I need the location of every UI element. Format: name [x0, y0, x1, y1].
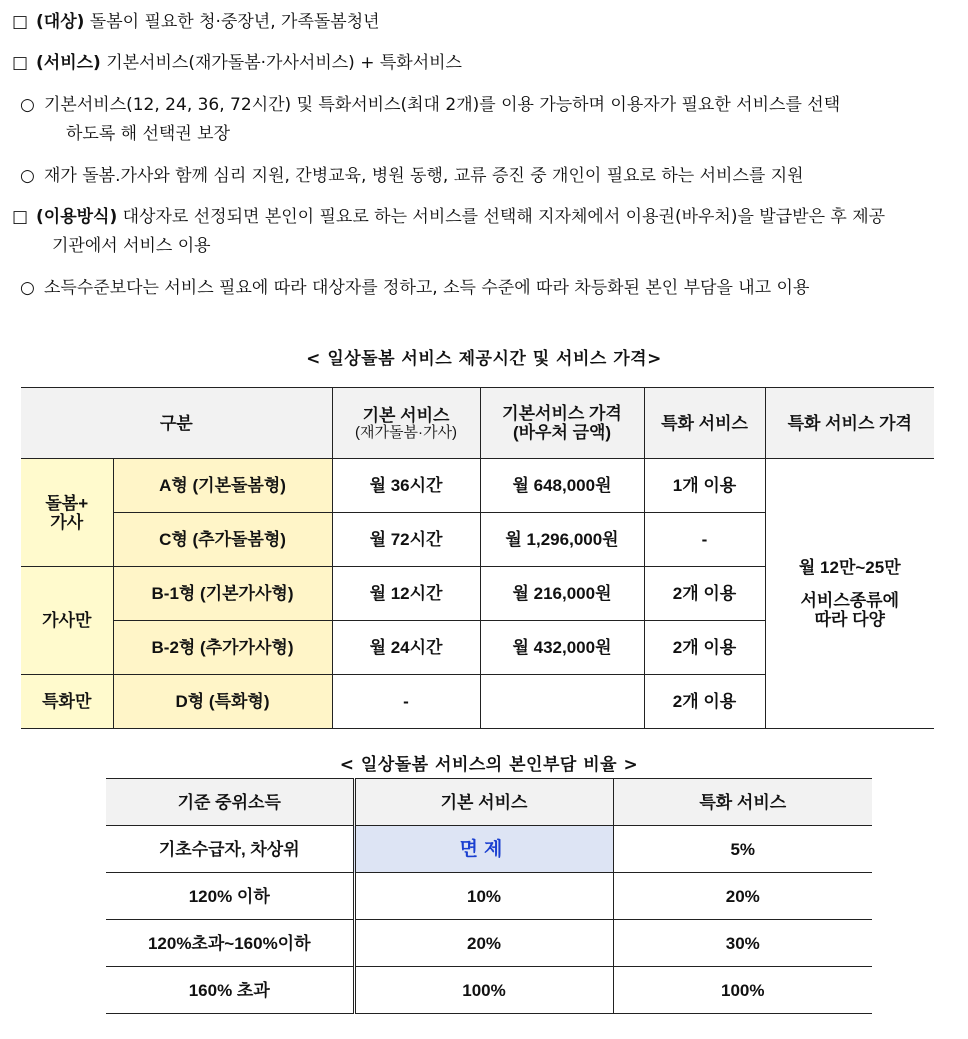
special-service-paragraph [20, 164, 804, 188]
service-text: 기본서비스(재가돌봄·가사서비스) + 특화서비스 [100, 53, 462, 73]
square-bullet-icon: □ [12, 53, 29, 73]
exempt-cell: 면제 [354, 826, 613, 873]
basic-cell: - [332, 675, 480, 729]
header-basic-service [332, 388, 480, 459]
income-cell: 120%초과~160%이하 [106, 920, 354, 967]
type-cell: B-1형 (기본가사형) [113, 567, 332, 621]
table2-caption: < 일상돌봄 서비스의 본인부담 비율 > [339, 755, 639, 775]
group-care-housework: 돌봄+ 가사 [21, 459, 113, 567]
header-basic-price [480, 388, 644, 459]
circle-bullet-icon: ○ [20, 166, 35, 186]
basic-ratio-cell: 100% [354, 967, 613, 1014]
square-bullet-icon: □ [12, 207, 29, 227]
usage-line2: 기관에서 서비스 이용 [52, 236, 211, 256]
basic-service-line1: 기본서비스(12, 24, 36, 72시간) 및 특화서비스(최대 2개)를 이용 가능하며 이용자가 필요한 서비스를 선택 [44, 95, 841, 115]
income-paragraph [20, 276, 809, 300]
header-basic-label: 기본 서비스 [362, 406, 450, 425]
table-row [106, 967, 872, 1014]
basic-service-paragraph [20, 93, 958, 117]
special-price-cell [765, 459, 934, 729]
circle-bullet-icon: ○ [20, 95, 35, 115]
basic-ratio-cell: 10% [354, 873, 613, 920]
service-paragraph [12, 51, 462, 75]
special-cell: - [644, 513, 765, 567]
square-bullet-icon: □ [12, 12, 29, 32]
basic-service-line2: 하도록 해 선택권 보장 [66, 124, 231, 144]
special-ratio-cell: 30% [613, 920, 872, 967]
price-cell: 월 648,000원 [480, 459, 644, 513]
table-header-row [21, 388, 934, 459]
header-price-label: 기본서비스 가격 [502, 404, 622, 423]
table-row [106, 920, 872, 967]
type-cell: A형 (기본돌봄형) [113, 459, 332, 513]
type-cell: C형 (추가돌봄형) [113, 513, 332, 567]
target-label: (대상) [36, 12, 85, 32]
price-cell: 월 432,000원 [480, 621, 644, 675]
income-cell: 기초수급자, 차상위 [106, 826, 354, 873]
usage-label: (이용방식) [36, 207, 118, 227]
table1-caption: < 일상돌봄 서비스 제공시간 및 서비스 가격> [306, 349, 662, 369]
special-price-range: 월 12만~25만 [798, 558, 901, 577]
target-paragraph [12, 10, 380, 34]
income-text: 소득수준보다는 서비스 필요에 따라 대상자를 정하고, 소득 수준에 따라 차등화된 본인 부담을 내고 이용 [44, 278, 810, 298]
special-ratio-cell: 5% [613, 826, 872, 873]
income-cell: 120% 이하 [106, 873, 354, 920]
basic-cell: 월 72시간 [332, 513, 480, 567]
income-cell: 160% 초과 [106, 967, 354, 1014]
special-cell: 2개 이용 [644, 621, 765, 675]
special-ratio-cell: 20% [613, 873, 872, 920]
table-row [106, 873, 872, 920]
special-ratio-cell: 100% [613, 967, 872, 1014]
header-category: 구분 [21, 388, 332, 459]
circle-bullet-icon: ○ [20, 278, 35, 298]
special-cell: 2개 이용 [644, 675, 765, 729]
table-row [106, 826, 872, 873]
header-special-service: 특화 서비스 [644, 388, 765, 459]
table-row [21, 459, 934, 513]
usage-line1: 대상자로 선정되면 본인이 필요로 하는 서비스를 선택해 지자체에서 이용권(바우처)을 발급받은 후 제공 [117, 207, 886, 227]
header-special-price: 특화 서비스 가격 [765, 388, 934, 459]
group-special-only: 특화만 [21, 675, 113, 729]
copay-ratio-table [106, 778, 872, 1014]
type-cell: B-2형 (추가가사형) [113, 621, 332, 675]
usage-paragraph [12, 205, 885, 229]
group-housework-only: 가사만 [21, 567, 113, 675]
basic-cell: 월 24시간 [332, 621, 480, 675]
price-cell: 월 216,000원 [480, 567, 644, 621]
price-cell: 월 1,296,000원 [480, 513, 644, 567]
special-service-text: 재가 돌봄.가사와 함께 심리 지원, 간병교육, 병원 동행, 교류 증진 중 개인이 필요로 하는 서비스를 지원 [44, 166, 804, 186]
header-special: 특화 서비스 [613, 779, 872, 826]
service-price-table [21, 387, 934, 729]
basic-ratio-cell: 20% [354, 920, 613, 967]
header-price-sub: (바우처 금액) [512, 423, 612, 442]
target-text: 돌봄이 필요한 청·중장년, 가족돌봄청년 [84, 12, 380, 32]
header-income: 기준 중위소득 [106, 779, 354, 826]
basic-cell: 월 36시간 [332, 459, 480, 513]
service-label: (서비스) [36, 53, 101, 73]
special-price-note1: 서비스종류에 [800, 591, 900, 610]
table-header-row [106, 779, 872, 826]
price-cell [480, 675, 644, 729]
special-price-note2: 따라 다양 [814, 610, 885, 629]
special-cell: 2개 이용 [644, 567, 765, 621]
special-cell: 1개 이용 [644, 459, 765, 513]
type-cell: D형 (특화형) [113, 675, 332, 729]
header-basic-sub: (재가돌봄·가사) [355, 424, 457, 441]
basic-cell: 월 12시간 [332, 567, 480, 621]
header-basic: 기본 서비스 [354, 779, 613, 826]
